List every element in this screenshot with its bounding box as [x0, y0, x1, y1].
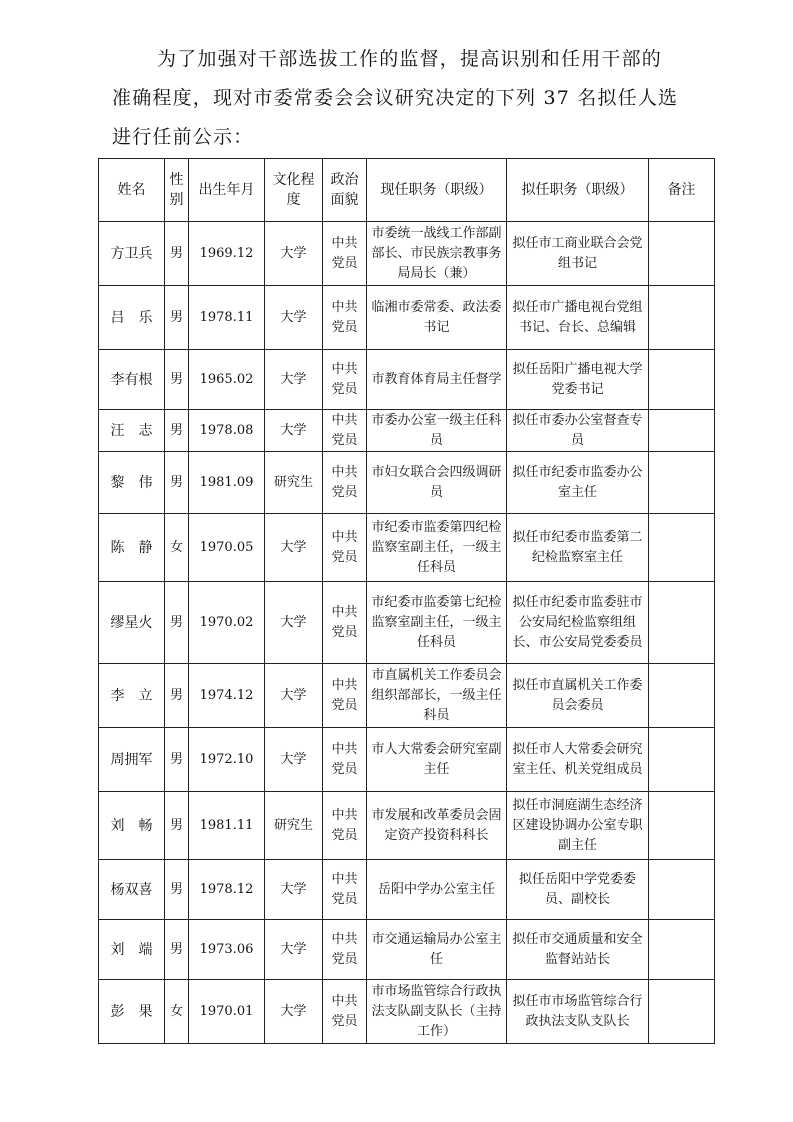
- cell-education: 大学: [265, 514, 323, 582]
- cell-note: [649, 860, 715, 920]
- header-name: 姓名: [99, 159, 165, 222]
- cell-birth: 1981.09: [189, 452, 265, 514]
- table-row: [99, 860, 715, 920]
- cell-sex: 男: [165, 286, 189, 350]
- cell-name: 黎 伟: [99, 452, 165, 514]
- cell-party: 中共党员: [323, 792, 367, 860]
- cell-education: 大学: [265, 728, 323, 792]
- table-row: [99, 664, 715, 728]
- intro-line-3: 进行任前公示：: [112, 126, 254, 148]
- table-row: [99, 980, 715, 1044]
- table-row: [99, 286, 715, 350]
- cell-party: 中共党员: [323, 514, 367, 582]
- table-row: [99, 792, 715, 860]
- cell-proposed-post: 拟任市直属机关工作委员会委员: [507, 664, 649, 728]
- cell-name: 刘 畅: [99, 792, 165, 860]
- cell-proposed-post: 拟任市纪委市监委办公室主任: [507, 452, 649, 514]
- cell-birth: 1978.11: [189, 286, 265, 350]
- cell-note: [649, 664, 715, 728]
- cell-sex: 男: [165, 664, 189, 728]
- cell-current-post: 市交通运输局办公室主任: [367, 920, 507, 980]
- cell-party: 中共党员: [323, 410, 367, 452]
- cell-note: [649, 728, 715, 792]
- cell-birth: 1965.02: [189, 350, 265, 410]
- cell-education: 大学: [265, 860, 323, 920]
- cell-party: 中共党员: [323, 350, 367, 410]
- cell-sex: 男: [165, 792, 189, 860]
- cell-current-post: 临湘市委常委、政法委书记: [367, 286, 507, 350]
- cell-current-post: 市纪委市监委第四纪检监察室副主任，一级主任科员: [367, 514, 507, 582]
- cell-sex: 男: [165, 728, 189, 792]
- cell-proposed-post: 拟任市纪委市监委驻市公安局纪检监察组组长、市公安局党委委员: [507, 582, 649, 664]
- appointment-table: [98, 158, 715, 1044]
- cell-party: 中共党员: [323, 452, 367, 514]
- header-note: 备注: [649, 159, 715, 222]
- cell-sex: 男: [165, 350, 189, 410]
- cell-proposed-post: 拟任岳阳广播电视大学党委书记: [507, 350, 649, 410]
- cell-education: 大学: [265, 582, 323, 664]
- cell-current-post: 市纪委市监委第七纪检监察室副主任，一级主任科员: [367, 582, 507, 664]
- cell-note: [649, 582, 715, 664]
- cell-note: [649, 350, 715, 410]
- cell-education: 大学: [265, 980, 323, 1044]
- cell-party: 中共党员: [323, 980, 367, 1044]
- intro-text: [112, 40, 712, 157]
- cell-sex: 女: [165, 980, 189, 1044]
- cell-education: 研究生: [265, 452, 323, 514]
- cell-sex: 女: [165, 514, 189, 582]
- cell-sex: 男: [165, 452, 189, 514]
- cell-proposed-post: 拟任市工商业联合会党组书记: [507, 222, 649, 286]
- cell-proposed-post: 拟任市广播电视台党组书记、台长、总编辑: [507, 286, 649, 350]
- cell-current-post: 市妇女联合会四级调研员: [367, 452, 507, 514]
- cell-birth: 1973.06: [189, 920, 265, 980]
- cell-sex: 男: [165, 860, 189, 920]
- cell-education: 大学: [265, 920, 323, 980]
- cell-birth: 1978.08: [189, 410, 265, 452]
- cell-birth: 1974.12: [189, 664, 265, 728]
- cell-name: 陈 静: [99, 514, 165, 582]
- header-party: 政治面貌: [323, 159, 367, 222]
- cell-party: 中共党员: [323, 582, 367, 664]
- cell-name: 刘 端: [99, 920, 165, 980]
- cell-sex: 男: [165, 222, 189, 286]
- cell-birth: 1970.02: [189, 582, 265, 664]
- cell-party: 中共党员: [323, 860, 367, 920]
- cell-sex: 男: [165, 410, 189, 452]
- cell-name: 周拥军: [99, 728, 165, 792]
- cell-education: 大学: [265, 664, 323, 728]
- cell-current-post: 市委办公室一级主任科员: [367, 410, 507, 452]
- table-row: [99, 514, 715, 582]
- table-row: [99, 728, 715, 792]
- table-row: [99, 582, 715, 664]
- cell-party: 中共党员: [323, 222, 367, 286]
- cell-name: 杨双喜: [99, 860, 165, 920]
- cell-name: 方卫兵: [99, 222, 165, 286]
- cell-education: 大学: [265, 222, 323, 286]
- cell-note: [649, 514, 715, 582]
- cell-proposed-post: 拟任市洞庭湖生态经济区建设协调办公室专职副主任: [507, 792, 649, 860]
- cell-note: [649, 452, 715, 514]
- cell-party: 中共党员: [323, 920, 367, 980]
- cell-current-post: 市教育体育局主任督学: [367, 350, 507, 410]
- cell-current-post: 市市场监管综合行政执法支队副支队长（主持工作）: [367, 980, 507, 1044]
- table-row: [99, 452, 715, 514]
- cell-current-post: 市委统一战线工作部副部长、市民族宗教事务局局长（兼）: [367, 222, 507, 286]
- cell-birth: 1981.11: [189, 792, 265, 860]
- cell-name: 缪星火: [99, 582, 165, 664]
- cell-name: 吕 乐: [99, 286, 165, 350]
- cell-name: 汪 志: [99, 410, 165, 452]
- cell-sex: 男: [165, 582, 189, 664]
- cell-note: [649, 980, 715, 1044]
- cell-proposed-post: 拟任市委办公室督查专员: [507, 410, 649, 452]
- cell-name: 彭 果: [99, 980, 165, 1044]
- cell-name: 李 立: [99, 664, 165, 728]
- table-body: [99, 222, 715, 1044]
- header-sex: 性别: [165, 159, 189, 222]
- cell-education: 大学: [265, 286, 323, 350]
- cell-note: [649, 222, 715, 286]
- cell-birth: 1970.01: [189, 980, 265, 1044]
- cell-proposed-post: 拟任市交通质量和安全监督站站长: [507, 920, 649, 980]
- header-birth: 出生年月: [189, 159, 265, 222]
- cell-proposed-post: 拟任岳阳中学党委委员、副校长: [507, 860, 649, 920]
- table-row: [99, 350, 715, 410]
- cell-party: 中共党员: [323, 728, 367, 792]
- cell-current-post: 市人大常委会研究室副主任: [367, 728, 507, 792]
- table-row: [99, 222, 715, 286]
- cell-education: 大学: [265, 350, 323, 410]
- cell-proposed-post: 拟任市人大常委会研究室主任、机关党组成员: [507, 728, 649, 792]
- cell-party: 中共党员: [323, 286, 367, 350]
- cell-birth: 1969.12: [189, 222, 265, 286]
- cell-proposed-post: 拟任市纪委市监委第二纪检监察室主任: [507, 514, 649, 582]
- cell-education: 研究生: [265, 792, 323, 860]
- cell-birth: 1978.12: [189, 860, 265, 920]
- cell-note: [649, 286, 715, 350]
- cell-sex: 男: [165, 920, 189, 980]
- cell-party: 中共党员: [323, 664, 367, 728]
- cell-note: [649, 792, 715, 860]
- cell-education: 大学: [265, 410, 323, 452]
- intro-line-1: 为了加强对干部选拔工作的监督，提高识别和任用干部的: [157, 48, 663, 70]
- header-education: 文化程度: [265, 159, 323, 222]
- cell-note: [649, 410, 715, 452]
- table-row: [99, 920, 715, 980]
- cell-note: [649, 920, 715, 980]
- table-row: [99, 410, 715, 452]
- header-current-post: 现任职务（职级）: [367, 159, 507, 222]
- cell-birth: 1972.10: [189, 728, 265, 792]
- cell-current-post: 市直属机关工作委员会组织部部长，一级主任科员: [367, 664, 507, 728]
- cell-current-post: 岳阳中学办公室主任: [367, 860, 507, 920]
- cell-current-post: 市发展和改革委员会固定资产投资科科长: [367, 792, 507, 860]
- cell-birth: 1970.05: [189, 514, 265, 582]
- table-header-row: [99, 159, 715, 222]
- intro-line-2: 准确程度，现对市委常委会会议研究决定的下列 37 名拟任人选: [112, 87, 679, 109]
- cell-proposed-post: 拟任市市场监管综合行政执法支队支队长: [507, 980, 649, 1044]
- cell-name: 李有根: [99, 350, 165, 410]
- header-proposed-post: 拟任职务（职级）: [507, 159, 649, 222]
